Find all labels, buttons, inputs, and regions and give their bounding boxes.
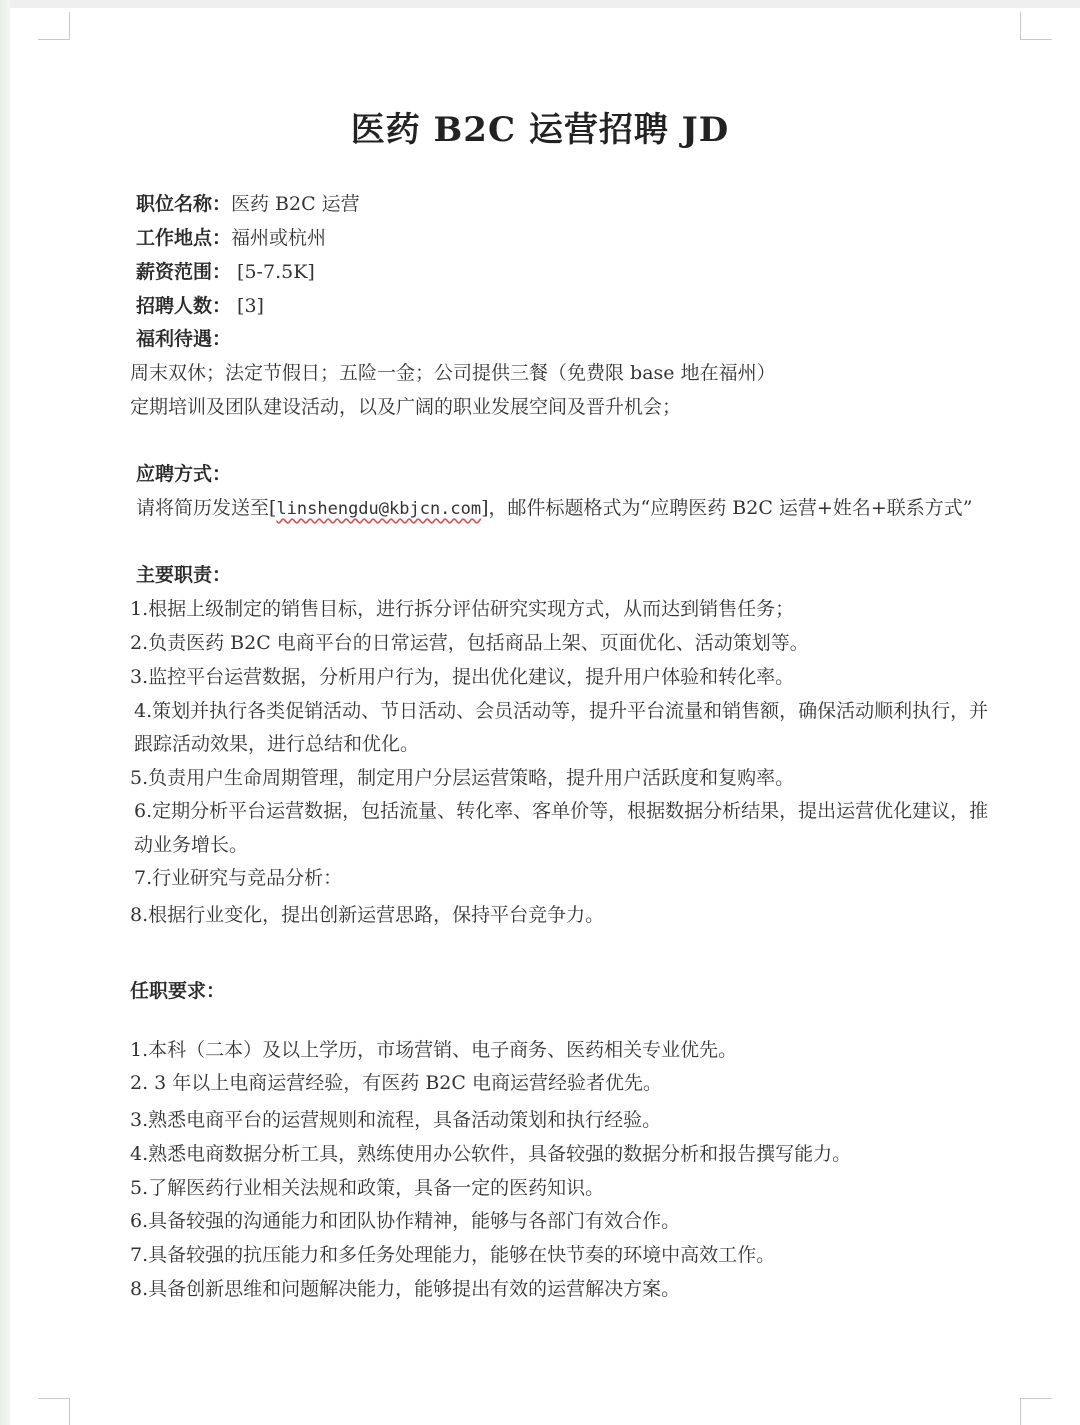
headcount-label: 招聘人数： [136, 295, 232, 317]
document-title: 医药 B2C 运营招聘 JD [350, 110, 730, 150]
duty-item-continued: 跟踪活动效果，进行总结和优化。 [134, 733, 420, 755]
position-label: 职位名称： [136, 193, 232, 215]
salary-value: [5-7.5K] [231, 261, 315, 283]
duty-item-continued: 动业务增长。 [134, 834, 249, 856]
requirement-item: 8.具备创新思维和问题解决能力，能够提出有效的运营解决方案。 [130, 1278, 681, 1300]
benefits-label: 福利待遇： [136, 328, 232, 350]
location-label: 工作地点： [136, 227, 232, 249]
duty-item: 4.策划并执行各类促销活动、节日活动、会员活动等，提升平台流量和销售额，确保活动顺利执行，并 [134, 700, 989, 722]
location-value: 福州或杭州 [231, 227, 327, 249]
requirement-item: 4.熟悉电商数据分析工具，熟练使用办公软件，具备较强的数据分析和报告撰写能力。 [130, 1143, 852, 1165]
duty-item: 5.负责用户生命周期管理，制定用户分层运营策略，提升用户活跃度和复购率。 [130, 767, 795, 789]
position-value: 医药 B2C 运营 [231, 193, 360, 215]
benefits-line: 周末双休；法定节假日；五险一金；公司提供三餐（免费限 base 地在福州） [130, 362, 776, 384]
apply-heading: 应聘方式： [136, 463, 232, 485]
requirement-item: 2. 3 年以上电商运营经验，有医药 B2C 电商运营经验者优先。 [130, 1072, 662, 1094]
requirement-item: 3.熟悉电商平台的运营规则和流程，具备活动策划和执行经验。 [130, 1109, 662, 1131]
headcount-value: [3] [231, 295, 264, 317]
duty-item: 1.根据上级制定的销售目标，进行拆分评估研究实现方式，从而达到销售任务； [130, 598, 795, 620]
apply-instructions [136, 495, 972, 522]
requirement-item: 6.具备较强的沟通能力和团队协作精神，能够与各部门有效合作。 [130, 1210, 681, 1232]
duty-item: 8.根据行业变化，提出创新运营思路，保持平台竞争力。 [130, 904, 605, 926]
requirements-heading: 任职要求： [130, 980, 226, 1002]
crop-mark-top-left [38, 12, 70, 40]
window-top-edge [0, 0, 1080, 8]
duty-item: 7.行业研究与竞品分析： [134, 867, 343, 889]
window-left-edge [0, 0, 10, 1425]
info-position [136, 191, 360, 217]
benefits-line: 定期培训及团队建设活动，以及广阔的职业发展空间及晋升机会； [130, 396, 682, 418]
crop-mark-top-right [1020, 12, 1052, 40]
requirement-item: 1.本科（二本）及以上学历，市场营销、电子商务、医药相关专业优先。 [130, 1039, 738, 1061]
duty-item: 6.定期分析平台运营数据，包括流量、转化率、客单价等，根据数据分析结果，提出运营优化建议，推 [134, 800, 989, 822]
crop-mark-bottom-right [1020, 1398, 1052, 1425]
requirement-item: 7.具备较强的抗压能力和多任务处理能力，能够在快节奏的环境中高效工作。 [130, 1244, 776, 1266]
apply-suffix: ]，邮件标题格式为“应聘医药 B2C 运营+姓名+联系方式” [481, 497, 973, 519]
salary-label: 薪资范围： [136, 261, 232, 283]
apply-prefix: 请将简历发送至[ [136, 497, 277, 519]
requirement-item: 5.了解医药行业相关法规和政策，具备一定的医药知识。 [130, 1177, 605, 1199]
info-location [136, 225, 326, 251]
duty-item: 3.监控平台运营数据，分析用户行为，提出优化建议，提升用户体验和转化率。 [130, 666, 795, 688]
duties-heading: 主要职责： [136, 564, 232, 586]
info-headcount [136, 293, 264, 319]
duty-item: 2.负责医药 B2C 电商平台的日常运营，包括商品上架、页面优化、活动策划等。 [130, 632, 809, 654]
crop-mark-bottom-left [38, 1398, 70, 1425]
info-salary [136, 259, 315, 285]
email-link[interactable]: linshengdu@kbjcn.com [276, 499, 482, 519]
